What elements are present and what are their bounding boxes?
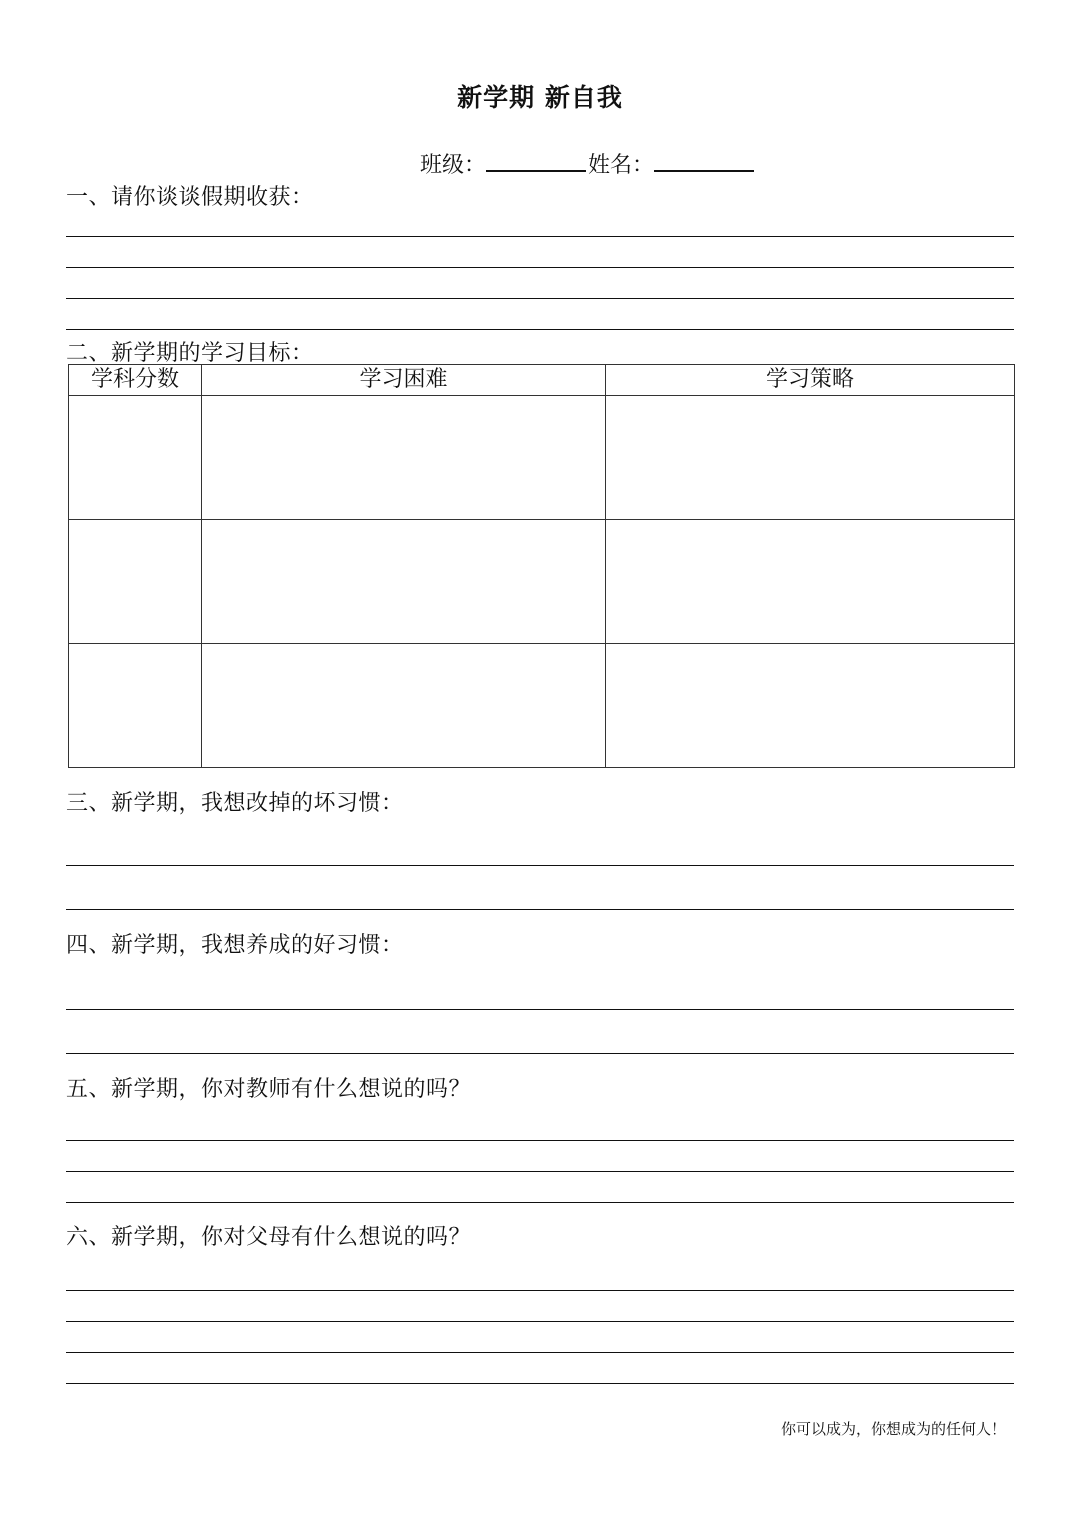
column-header-difficulties: 学习困难 bbox=[202, 365, 606, 396]
bad-habits-writing-line[interactable] bbox=[66, 865, 1014, 866]
good-habits-writing-line[interactable] bbox=[66, 1053, 1014, 1054]
to-teachers-writing-line[interactable] bbox=[66, 1171, 1014, 1172]
harvest-writing-line[interactable] bbox=[66, 236, 1014, 237]
harvest-writing-line[interactable] bbox=[66, 329, 1014, 330]
table-row bbox=[69, 644, 1015, 768]
difficulty-cell[interactable] bbox=[202, 644, 606, 768]
strategy-cell[interactable] bbox=[606, 396, 1015, 520]
to-parents-writing-line[interactable] bbox=[66, 1321, 1014, 1322]
name-blank[interactable] bbox=[654, 150, 754, 172]
harvest-writing-line[interactable] bbox=[66, 267, 1014, 268]
harvest-writing-line[interactable] bbox=[66, 298, 1014, 299]
subject-score-cell[interactable] bbox=[69, 644, 202, 768]
study-goals-table bbox=[68, 364, 1015, 768]
subject-score-cell[interactable] bbox=[69, 520, 202, 644]
section-harvest-heading: 一、请你谈谈假期收获： bbox=[66, 185, 314, 210]
to-parents-writing-line[interactable] bbox=[66, 1290, 1014, 1291]
column-header-strategies: 学习策略 bbox=[606, 365, 1015, 396]
name-label: 姓名： bbox=[588, 153, 655, 178]
section-bad-habits-heading: 三、新学期，我想改掉的坏习惯： bbox=[66, 791, 404, 816]
to-teachers-writing-line[interactable] bbox=[66, 1202, 1014, 1203]
class-label: 班级： bbox=[420, 153, 487, 178]
table-row bbox=[69, 520, 1015, 644]
footer-quote: 你可以成为，你想成为的任何人！ bbox=[780, 1420, 1006, 1438]
to-parents-writing-line[interactable] bbox=[66, 1383, 1014, 1384]
good-habits-writing-line[interactable] bbox=[66, 1009, 1014, 1010]
to-teachers-writing-line[interactable] bbox=[66, 1140, 1014, 1141]
class-blank[interactable] bbox=[486, 150, 586, 172]
section-goals-heading: 二、新学期的学习目标： bbox=[66, 341, 314, 366]
column-header-subject-score: 学科分数 bbox=[69, 365, 202, 396]
table-row bbox=[69, 396, 1015, 520]
subject-score-cell[interactable] bbox=[69, 396, 202, 520]
bad-habits-writing-line[interactable] bbox=[66, 909, 1014, 910]
student-info-row bbox=[420, 148, 756, 179]
strategy-cell[interactable] bbox=[606, 644, 1015, 768]
difficulty-cell[interactable] bbox=[202, 396, 606, 520]
table-header-row bbox=[69, 365, 1015, 396]
difficulty-cell[interactable] bbox=[202, 520, 606, 644]
to-parents-writing-line[interactable] bbox=[66, 1352, 1014, 1353]
section-to-parents-heading: 六、新学期，你对父母有什么想说的吗？ bbox=[66, 1225, 472, 1250]
section-good-habits-heading: 四、新学期，我想养成的好习惯： bbox=[66, 933, 404, 958]
strategy-cell[interactable] bbox=[606, 520, 1015, 644]
page-title: 新学期 新自我 bbox=[457, 83, 623, 112]
section-to-teachers-heading: 五、新学期，你对教师有什么想说的吗？ bbox=[66, 1077, 472, 1102]
